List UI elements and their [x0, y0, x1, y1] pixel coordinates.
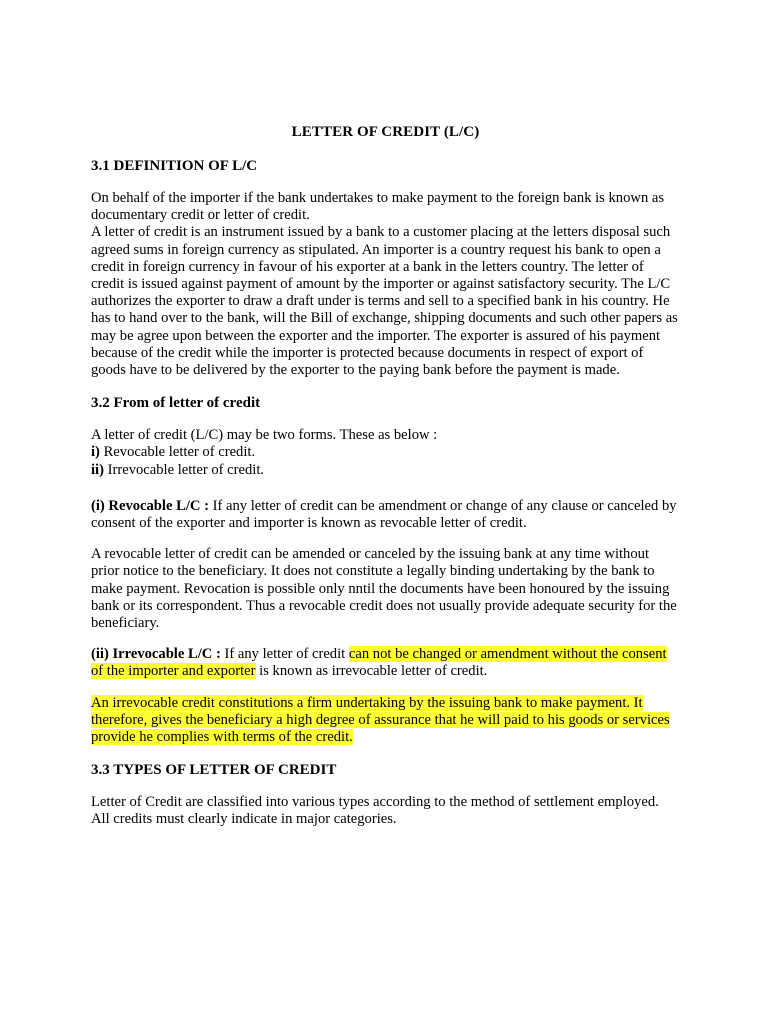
irrevocable-text-b: is known as irrevocable letter of credit. [255, 663, 488, 680]
form-item-text: Revocable letter of credit. [99, 444, 256, 461]
irrevocable-detail [91, 695, 680, 747]
irrevocable-detail-highlighted: An irrevocable credit constitutions a firm undertaking by the issuing bank to make payment. It therefore, gives the beneficiary a high degree of assurance that he will paid to his goods or services provide he complies with terms of the credit. [91, 694, 670, 746]
document-title: LETTER OF CREDIT (L/C) [291, 124, 480, 140]
form-item-marker: i) [91, 444, 100, 461]
form-item-marker: ii) [91, 461, 104, 478]
irrevocable-label: (ii) Irrevocable L/C : [91, 646, 221, 663]
revocable-detail: A revocable letter of credit can be amended or canceled by the issuing bank at any time without prior notice to the beneficiary. It does not constitute a legally binding undertaking by the bank to make payment. Revocation is possible only nntil the documents have been honoured by the issuing bank or its correspondent. Thus a revocable credit does not usually provide adequate security for the beneficiary. [91, 546, 677, 632]
irrevocable-text-a: If any letter of credit [220, 646, 349, 663]
form-item-revocable [91, 444, 680, 461]
revocable-text: If any letter of credit can be amendment or change of any clause or canceled by consent of the exporter and importer is known as revocable letter of credit. [91, 497, 677, 532]
forms-intro: A letter of credit (L/C) may be two forms. These as below : [91, 427, 438, 444]
revocable-label: (i) Revocable L/C : [91, 497, 209, 514]
definition-paragraph-2: A letter of credit is an instrument issued by a bank to a customer placing at the letters disposal such agreed sums in foreign currency as stipulated. An importer is a country request his bank to open a credit in foreign currency in favour of his exporter at a bank in the letters country. The letter of credit is issued against payment of amount by the importer or against satisfactory security. The L/C authorizes the exporter to draw a draft under is terms and sell to a specified bank in his country. He has to hand over to the bank, will the Bill of exchange, shipping documents and such other papers as may be agree upon between the exporter and the importer. The exporter is assured of his payment because of the credit while the importer is protected because documents in respect of export of goods have to be delivered by the exporter to the paying bank before the payment is made. [91, 224, 678, 379]
form-item-irrevocable [91, 462, 680, 479]
section-heading-types: 3.3 TYPES OF LETTER OF CREDIT [91, 762, 337, 779]
types-paragraph: Letter of Credit are classified into various types according to the method of settlement employed. All credits must clearly indicate in major categories. [91, 794, 659, 828]
section-heading-forms: 3.2 From of letter of credit [91, 395, 261, 412]
form-item-text: Irrevocable letter of credit. [103, 461, 265, 478]
definition-paragraph-1: On behalf of the importer if the bank undertakes to make payment to the foreign bank is known as documentary credit or letter of credit. [91, 190, 665, 224]
section-heading-definition: 3.1 DEFINITION OF L/C [91, 158, 258, 174]
revocable-definition [91, 498, 680, 532]
irrevocable-highlighted-text: can not be changed or amendment without the consent of the importer and exporter [91, 646, 667, 680]
irrevocable-definition [91, 646, 680, 680]
spacer [91, 479, 680, 498]
